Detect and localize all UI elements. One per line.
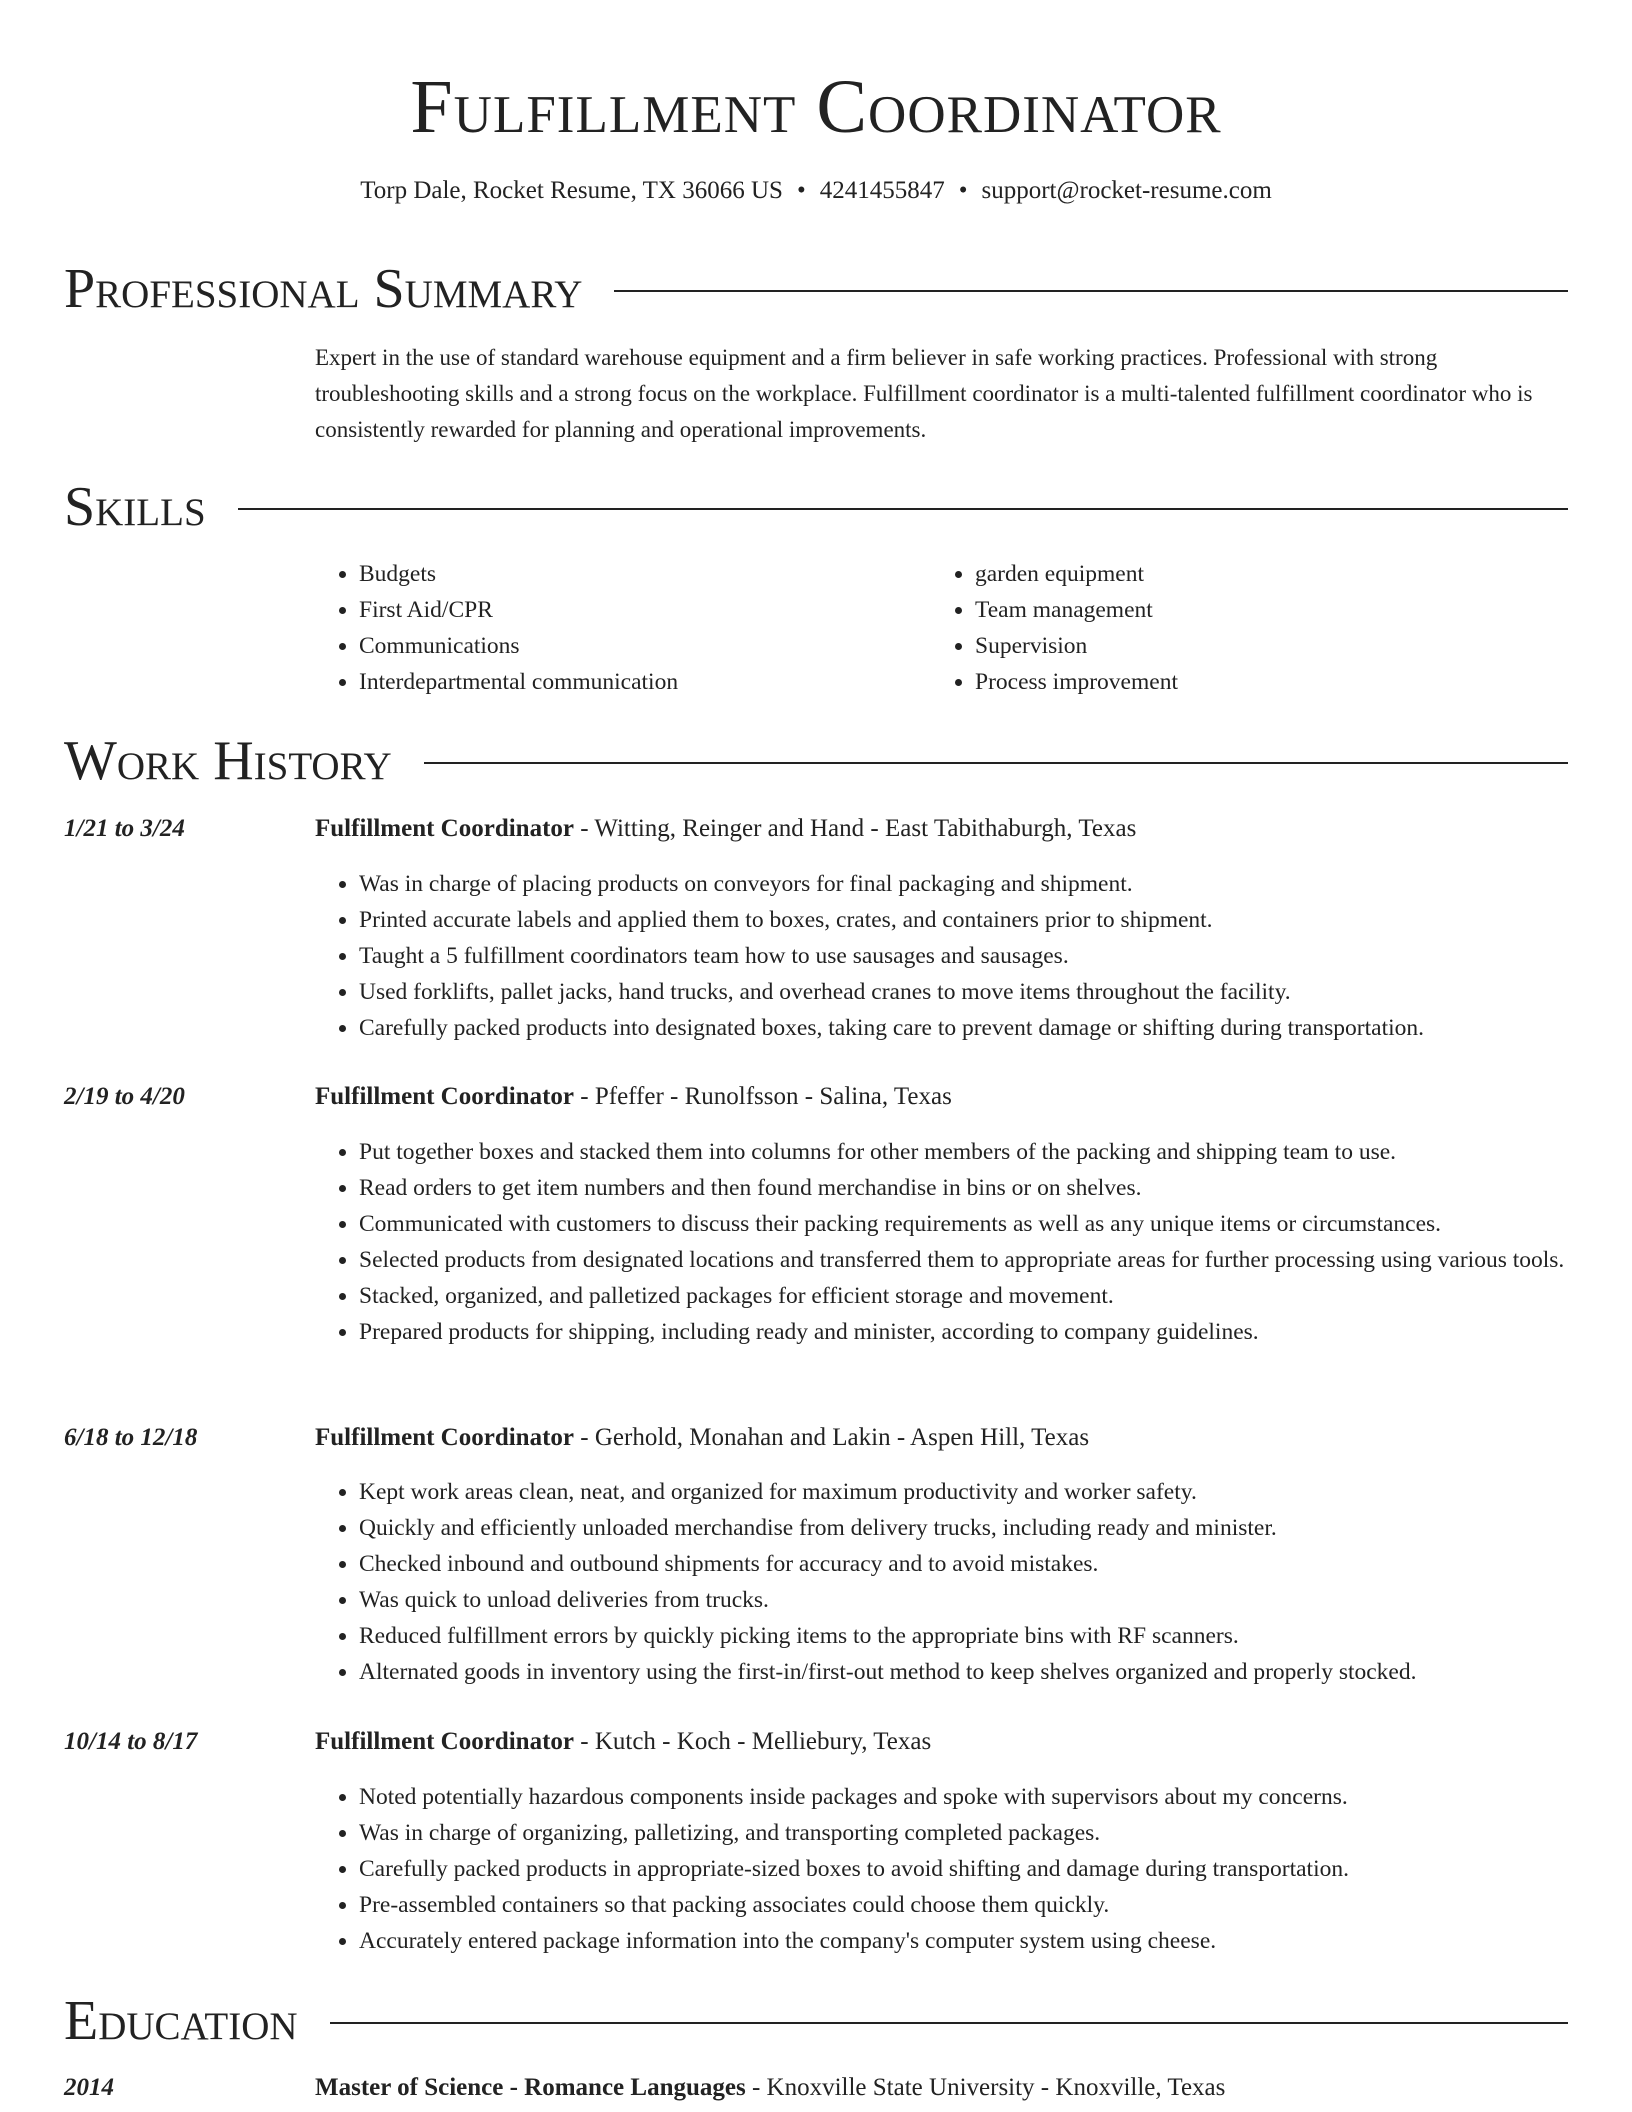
skill-item: • Process improvement: [975, 664, 1575, 700]
skill-item: • First Aid/CPR: [359, 592, 959, 628]
contact-separator: •: [958, 177, 968, 204]
education-degree: Master of Science - Romance Languages: [315, 2074, 746, 2101]
job-bullet: • Noted potentially hazardous components inside packages and spoke with supervisors about my concerns.: [359, 1779, 1619, 1815]
contact-separator: •: [796, 177, 806, 204]
skills-list-right: [931, 556, 1575, 700]
section-header-summary: [64, 256, 1568, 322]
job-bullet: • Alternated goods in inventory using the first-in/first-out method to keep shelves organized and properly stocked.: [359, 1654, 1619, 1690]
job-bullet: • Reduced fulfillment errors by quickly picking items to the appropriate bins with RF scanners.: [359, 1618, 1619, 1654]
section-divider: [424, 762, 1568, 764]
job-bullet: • Quickly and efficiently unloaded merchandise from delivery trucks, including ready and minister.: [359, 1510, 1619, 1546]
job-employer: - Kutch - Koch - Melliebury, Texas: [574, 1728, 932, 1755]
job-bullet: • Put together boxes and stacked them into columns for other members of the packing and shipping team to use.: [359, 1134, 1619, 1170]
job-bullet: • Prepared products for shipping, including ready and minister, according to company guidelines.: [359, 1314, 1619, 1350]
skill-item: • garden equipment: [975, 556, 1575, 592]
job-dates: 1/21 to 3/24: [64, 815, 185, 842]
job-bullet: • Carefully packed products into designated boxes, taking care to prevent damage or shifting during transportation.: [359, 1010, 1619, 1046]
education-year: 2014: [64, 2074, 114, 2101]
section-title-work: Work History: [64, 730, 392, 792]
job-bullet: • Was quick to unload deliveries from trucks.: [359, 1582, 1619, 1618]
section-title-skills: Skills: [64, 476, 206, 538]
job-bullet: • Accurately entered package information into the company's computer system using cheese.: [359, 1923, 1619, 1959]
job-bullet: • Stacked, organized, and palletized packages for efficient storage and movement.: [359, 1278, 1619, 1314]
job-heading: [315, 813, 1575, 845]
job-employer: - Witting, Reinger and Hand - East Tabithaburgh, Texas: [574, 815, 1137, 842]
job-employer: - Pfeffer - Runolfsson - Salina, Texas: [574, 1083, 952, 1110]
job-bullets: [315, 1134, 1619, 1350]
job-title: Fulfillment Coordinator: [315, 815, 575, 842]
contact-address: Torp Dale, Rocket Resume, TX 36066 US: [360, 177, 783, 204]
section-divider: [330, 2022, 1568, 2024]
section-divider: [614, 290, 1568, 292]
job-bullet: • Kept work areas clean, neat, and organized for maximum productivity and worker safety.: [359, 1474, 1619, 1510]
job-title: Fulfillment Coordinator: [315, 1083, 575, 1110]
job-heading: [315, 1081, 1575, 1113]
skill-item: • Supervision: [975, 628, 1575, 664]
job-bullet: • Carefully packed products in appropriate-sized boxes to avoid shifting and damage during transportation.: [359, 1851, 1619, 1887]
contact-phone: 4241455847: [819, 177, 945, 204]
job-title: Fulfillment Coordinator: [315, 1424, 575, 1451]
job-bullet: • Was in charge of placing products on conveyors for final packaging and shipment.: [359, 866, 1619, 902]
job-bullet: • Selected products from designated locations and transferred them to appropriate areas for further processing using various tools.: [359, 1242, 1619, 1278]
job-employer: - Gerhold, Monahan and Lakin - Aspen Hill, Texas: [574, 1424, 1090, 1451]
job-bullet: • Was in charge of organizing, palletizing, and transporting completed packages.: [359, 1815, 1619, 1851]
section-header-skills: [64, 474, 1568, 540]
job-bullets: [315, 1779, 1619, 1959]
job-bullet: • Printed accurate labels and applied them to boxes, crates, and containers prior to shipment.: [359, 902, 1619, 938]
contact-line: [0, 176, 1632, 206]
job-heading: [315, 1726, 1575, 1758]
education-school: - Knoxville State University - Knoxville, Texas: [745, 2074, 1226, 2101]
section-divider: [238, 508, 1568, 510]
section-header-education: [64, 1988, 1568, 2054]
job-dates: 6/18 to 12/18: [64, 1424, 198, 1451]
education-heading: [315, 2072, 1575, 2104]
job-bullets: [315, 1474, 1619, 1690]
job-bullet: • Used forklifts, pallet jacks, hand trucks, and overhead cranes to move items throughout the facility.: [359, 974, 1619, 1010]
job-dates: 10/14 to 8/17: [64, 1728, 198, 1755]
job-bullet: • Communicated with customers to discuss their packing requirements as well as any unique items or circumstances.: [359, 1206, 1619, 1242]
section-title-education: Education: [64, 1990, 298, 2052]
job-bullet: • Read orders to get item numbers and then found merchandise in bins or on shelves.: [359, 1170, 1619, 1206]
skills-list-left: [315, 556, 959, 700]
job-heading: [315, 1422, 1575, 1454]
resume-name: Fulfillment Coordinator: [410, 65, 1222, 149]
skill-item: • Communications: [359, 628, 959, 664]
job-dates: 2/19 to 4/20: [64, 1083, 185, 1110]
job-bullet: • Checked inbound and outbound shipments for accuracy and to avoid mistakes.: [359, 1546, 1619, 1582]
job-bullet: • Pre-assembled containers so that packing associates could choose them quickly.: [359, 1887, 1619, 1923]
skill-item: • Team management: [975, 592, 1575, 628]
contact-email: support@rocket-resume.com: [981, 177, 1272, 204]
skill-item: • Budgets: [359, 556, 959, 592]
job-bullets: [315, 866, 1619, 1046]
section-header-work: [64, 728, 1568, 794]
section-title-summary: Professional Summary: [64, 258, 583, 320]
skill-item: • Interdepartmental communication: [359, 664, 959, 700]
summary-text: Expert in the use of standard warehouse equipment and a firm believer in safe working practices. Professional with strong troubleshooting skills and a strong focus on the workplace. Fulfillment coordinator is a multi-talented fulfillment coordinator who is consistently rewarded for planning and operational improvements.: [315, 345, 1533, 442]
job-title: Fulfillment Coordinator: [315, 1728, 575, 1755]
job-bullet: • Taught a 5 fulfillment coordinators team how to use sausages and sausages.: [359, 938, 1619, 974]
